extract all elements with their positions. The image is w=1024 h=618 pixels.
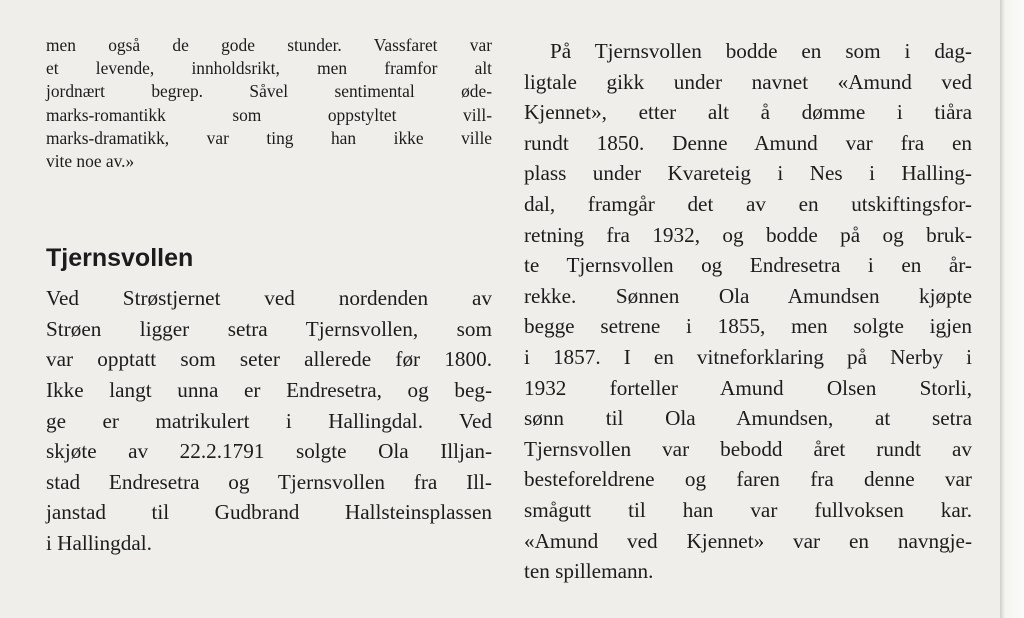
text-line: Tjernsvollen var bebodd året rundt av [524, 436, 972, 461]
text-line: Ved Strøstjernet ved nordenden av [46, 286, 492, 311]
text-line: skjøte av 22.2.1791 solgte Ola Illjan- [46, 439, 492, 464]
text-line: På Tjernsvollen bodde en som i dag- [550, 39, 972, 63]
right-column [524, 36, 972, 587]
text-line: i 1857. I en vitneforklaring på Nerby i [524, 344, 972, 369]
adjacent-page-edge [1000, 0, 1024, 618]
text-line: dal, framgår det av en utskiftingsfor- [524, 191, 972, 216]
text-line: jordnært begrep. Såvel sentimental øde- [46, 81, 492, 102]
text-line: ten spillemann. [524, 559, 654, 584]
text-line: marks-dramatikk, var ting han ikke ville [46, 127, 492, 148]
text-line: besteforeldrene og faren fra denne var [524, 467, 972, 492]
quote-paragraph [46, 34, 492, 173]
text-line: 1932 forteller Amund Olsen Storli, [524, 375, 972, 400]
text-line: ge er matrikulert i Hallingdal. Ved [46, 408, 492, 433]
text-line: smågutt til han var fullvoksen kar. [524, 497, 972, 522]
text-line: var opptatt som seter allerede før 1800. [46, 347, 492, 372]
text-line: rekke. Sønnen Ola Amundsen kjøpte [524, 283, 972, 308]
text-line: janstad til Gudbrand Hallsteinsplassen [46, 500, 492, 525]
text-line: marks-romantikk som oppstyltet vill- [46, 104, 492, 125]
text-line: sønn til Ola Amundsen, at setra [524, 406, 972, 431]
body-paragraph [46, 283, 492, 558]
text-line: Strøen ligger setra Tjernsvollen, som [46, 316, 492, 341]
section-heading: Tjernsvollen [46, 244, 194, 273]
text-line: stad Endresetra og Tjernsvollen fra Ill- [46, 469, 492, 494]
text-line: rundt 1850. Denne Amund var fra en [524, 130, 972, 155]
text-line: men også de gode stunder. Vassfaret var [46, 35, 492, 55]
text-line: begge setrene i 1855, men solgte igjen [524, 314, 972, 339]
text-line: et levende, innholdsrikt, men framfor alt [46, 58, 492, 79]
left-column [46, 34, 492, 558]
text-line: i Hallingdal. [46, 530, 152, 555]
text-line: Ikke langt unna er Endresetra, og beg- [46, 377, 492, 402]
text-line: plass under Kvareteig i Nes i Halling- [524, 161, 972, 186]
text-line: Kjennet», etter alt å dømme i tiåra [524, 100, 972, 125]
text-line: retning fra 1932, og bodde på og bruk- [524, 222, 972, 247]
text-line: te Tjernsvollen og Endresetra i en år- [524, 253, 972, 278]
text-line: «Amund ved Kjennet» var en navngje- [524, 528, 972, 553]
text-line: ligtale gikk under navnet «Amund ved [524, 69, 972, 94]
text-line: vite noe av.» [46, 150, 135, 171]
